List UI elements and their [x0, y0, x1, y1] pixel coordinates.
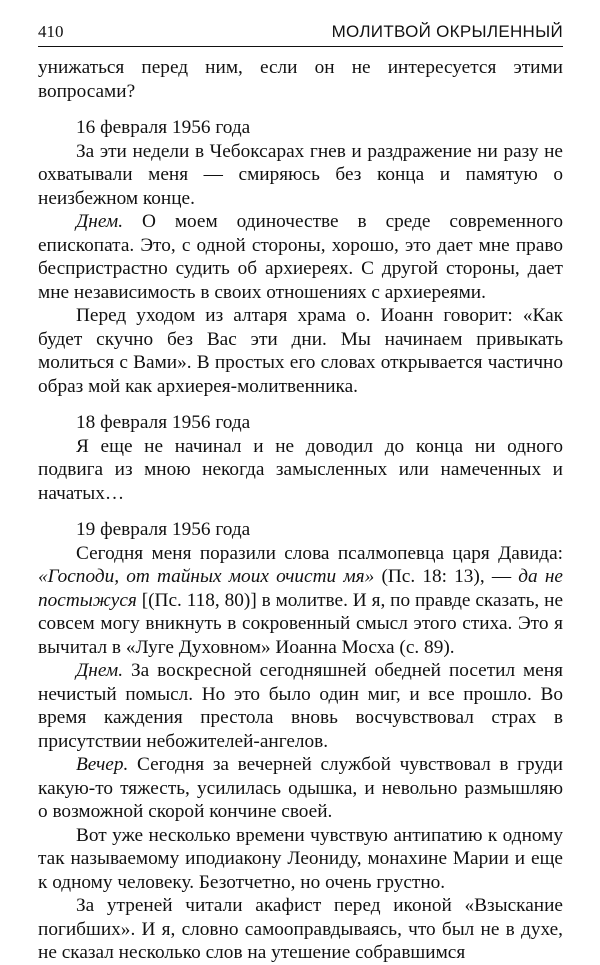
paragraph: Я еще не начинал и не доводил до конца ни одного подвига из мною некогда замысленных или намеченных и начатых…	[38, 435, 563, 504]
page-body	[38, 56, 563, 965]
psalm-quote: «Господи, от тайных моих очисти мя»	[38, 566, 375, 587]
paragraph-text: [(Пс. 118, 80)] в молитве. И я, по правде сказать, не совсем могу вникнуть в сокровенный смысл этого стиха. Это я вычитал в «Луге Духовном» Иоанна Мосха (с. 89).	[38, 589, 563, 658]
paragraph-text: Сегодня меня поразили слова псалмопевца царя Давида:	[76, 542, 563, 564]
paragraph: унижаться перед ним, если он не интересуется этими вопросами?	[38, 57, 563, 102]
emphasis: Днем.	[76, 211, 124, 232]
paragraph-text: За воскресной сегодняшней обедней посетил меня нечистый помысл. Но это было один миг, и все прошло. Во время каждения престола вновь восчувствовал страх в присутствии небожителей-ангелов.	[38, 660, 563, 752]
page-header	[38, 22, 563, 47]
emphasis: Днем.	[76, 660, 124, 681]
paragraph: За утреней читали акафист перед иконой «Взыскание погибших». И я, словно самооправдываясь, что был не в духе, не сказал несколько слов на утешение собравшимся	[38, 895, 563, 963]
paragraph-text: (Пс. 18: 13), —	[374, 566, 519, 587]
emphasis: Вечер.	[76, 754, 129, 775]
entry-date: 16 февраля 1956 года	[76, 117, 251, 138]
entry-date: 19 февраля 1956 года	[76, 519, 251, 540]
paragraph: За эти недели в Чебоксарах гнев и раздражение ни разу не охватывали меня — смиряюсь без конца и памятую о неизбежном конце.	[38, 140, 563, 209]
entry-date: 18 февраля 1956 года	[76, 412, 251, 433]
paragraph-text: Сегодня за вечерней службой чувствовал в груди какую-то тяжесть, усилилась одышка, и невольно размышляю о возможной скорой кончине своей.	[38, 754, 563, 822]
psalm-quote: да не постыжуся	[38, 566, 563, 611]
page-number: 410	[38, 22, 64, 41]
paragraph: Вот уже несколько времени чувствую антипатию к одному так называемому иподиакону Леониду, монахине Марии и еще к одному человеку. Безотчетно, но очень грустно.	[38, 824, 563, 893]
paragraph-text: О моем одиночестве в среде современного епископата. Это, с одной стороны, хорошо, это дает мне право беспристрастно судить об архиереях. С другой стороны, дает мне независимость в своих отношениях с архиереями.	[38, 211, 563, 303]
paragraph	[38, 753, 563, 824]
paragraph	[38, 659, 563, 753]
paragraph	[38, 210, 563, 304]
running-title: МОЛИТВОЙ ОКРЫЛЕННЫЙ	[331, 22, 563, 41]
paragraph: Перед уходом из алтаря храма о. Иоанн говорит: «Как будет скучно без Вас эти дни. Мы начинаем привыкать молиться с Вами». В простых его словах открывается частично образ мой как архиерея-молитвенника.	[38, 305, 563, 397]
paragraph	[38, 542, 563, 660]
